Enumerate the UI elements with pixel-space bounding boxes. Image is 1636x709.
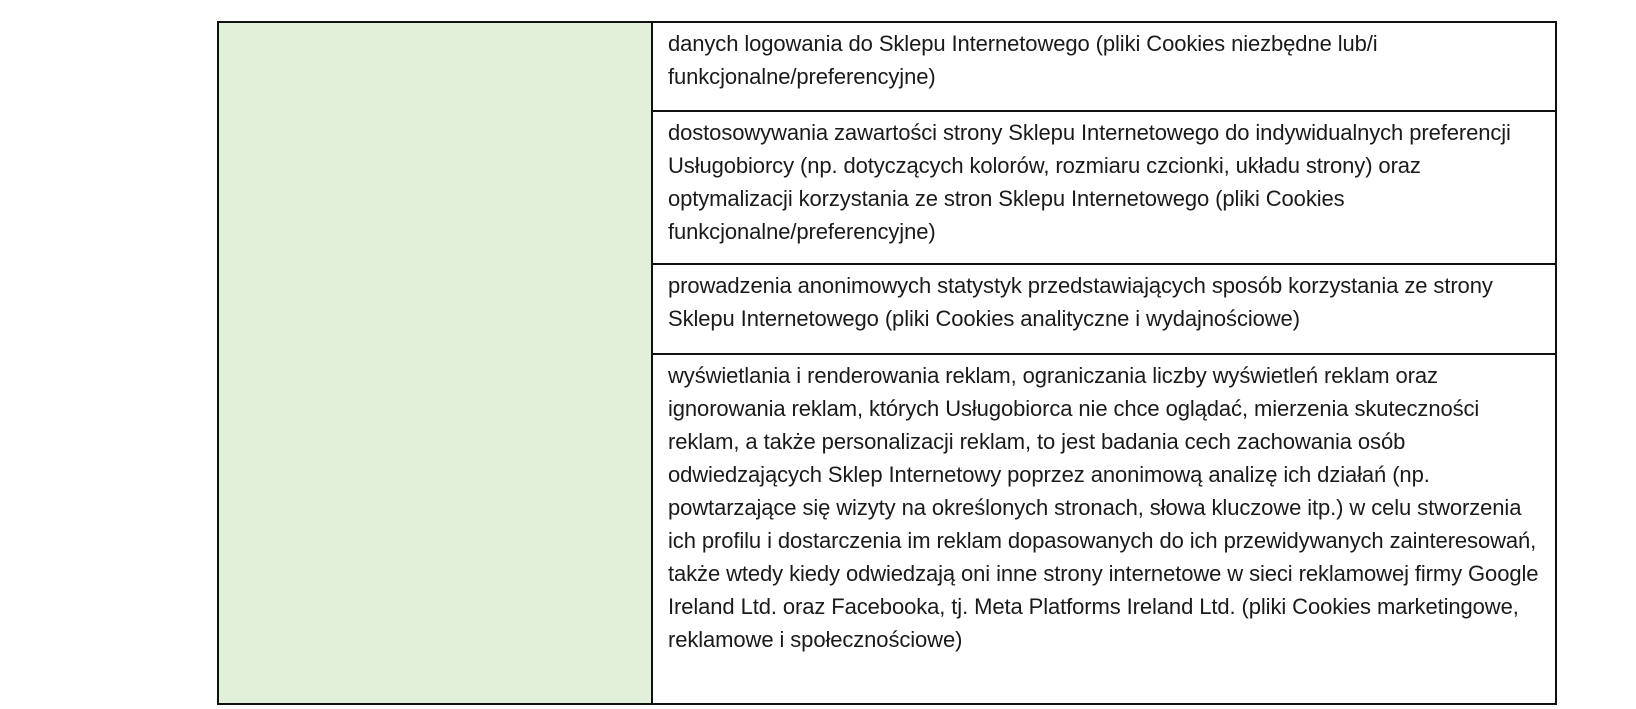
table-left-cell: [219, 23, 653, 703]
cookies-purpose-table: [217, 21, 1557, 705]
table-row-customization: [653, 112, 1555, 265]
row-text: danych logowania do Sklepu Internetowego (pliki Cookies niezbędne lub/i funkcjonalne/preferencyjne): [668, 31, 1378, 89]
row-text: prowadzenia anonimowych statystyk przedstawiających sposób korzystania ze strony Sklepu Internetowego (pliki Cookies analityczne i wydajnościowe): [668, 273, 1493, 331]
table-right-column: [653, 23, 1555, 703]
table-row-login-data: [653, 23, 1555, 112]
table-row-statistics: [653, 265, 1555, 355]
table-row-advertising: [653, 355, 1555, 707]
row-text: wyświetlania i renderowania reklam, ograniczania liczby wyświetleń reklam oraz ignorowania reklam, których Usługobiorca nie chce oglądać, mierzenia skuteczności reklam, a także personalizacji reklam, to jest badania cech zachowania osób odwiedzających Sklep Internetowy poprzez anonimową analizę ich działań (np. powtarzające się wizyty na określonych stronach, słowa kluczowe itp.) w celu stworzenia ich profilu i dostarczenia im reklam dopasowanych do ich przewidywanych zainteresowań, także wtedy kiedy odwiedzają oni inne strony internetowe w sieci reklamowej firmy Google Ireland Ltd. oraz Facebooka, tj. Meta Platforms Ireland Ltd. (pliki Cookies marketingowe, reklamowe i społecznościowe): [668, 363, 1539, 652]
row-text: dostosowywania zawartości strony Sklepu Internetowego do indywidualnych preferencji Usługobiorcy (np. dotyczących kolorów, rozmiaru czcionki, układu strony) oraz optymalizacji korzystania ze stron Sklepu Internetowego (pliki Cookies funkcjonalne/preferencyjne): [668, 120, 1511, 244]
